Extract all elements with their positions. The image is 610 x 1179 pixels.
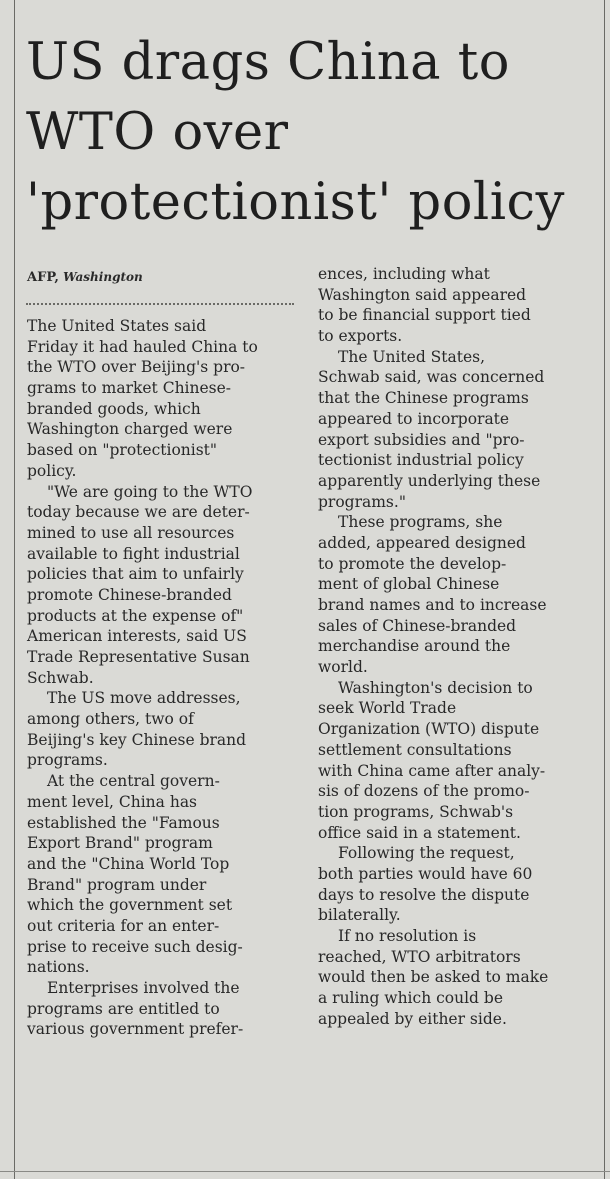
article-line: with China came after analy- bbox=[318, 761, 546, 780]
article-line: The United States, bbox=[338, 347, 486, 366]
article-line: to be financial support tied bbox=[318, 306, 531, 325]
article-line: promote Chinese-branded bbox=[27, 585, 232, 604]
headline-line: 'protectionist' policy bbox=[26, 173, 565, 232]
article-line: programs." bbox=[318, 492, 406, 511]
article-line: merchandise around the bbox=[318, 637, 511, 656]
article-line: policy. bbox=[27, 461, 77, 480]
article-line: American interests, said US bbox=[27, 627, 247, 646]
article-line: programs are entitled to bbox=[27, 999, 220, 1018]
article-line: products at the expense of" bbox=[27, 606, 244, 625]
article-line: sales of Chinese-branded bbox=[318, 616, 517, 635]
article-line: brand names and to increase bbox=[318, 596, 547, 614]
article-line: to exports. bbox=[318, 327, 403, 346]
article-line: added, appeared designed bbox=[318, 533, 526, 552]
article-line: Following the request, bbox=[338, 844, 515, 863]
article-line: settlement consultations bbox=[318, 740, 512, 759]
article-line: would then be asked to make bbox=[318, 968, 549, 987]
article-line: At the central govern- bbox=[47, 772, 220, 791]
article-line: ment of global Chinese bbox=[318, 575, 500, 594]
article-line: Schwab. bbox=[27, 668, 94, 687]
article-line: appeared to incorporate bbox=[318, 409, 510, 428]
article-line: "We are going to the WTO bbox=[47, 482, 253, 501]
article-line: the WTO over Beijing's pro- bbox=[27, 358, 246, 377]
article-line: that the Chinese programs bbox=[318, 389, 529, 408]
article-line: policies that aim to unfairly bbox=[27, 565, 244, 584]
article-line: ment level, China has bbox=[27, 792, 198, 811]
article-line: which the government set bbox=[27, 896, 233, 915]
bottom-rule bbox=[0, 1171, 610, 1172]
article-line: tion programs, Schwab's bbox=[318, 802, 514, 821]
article-line: today because we are deter- bbox=[27, 503, 250, 522]
article-line: world. bbox=[318, 658, 368, 677]
article-line: Washington's decision to bbox=[338, 678, 533, 697]
article-line: apparently underlying these bbox=[318, 471, 541, 490]
article-line: established the "Famous bbox=[27, 813, 220, 832]
article-line: a ruling which could be bbox=[318, 989, 504, 1008]
article-line: Export Brand" program bbox=[27, 834, 213, 853]
headline-line: WTO over bbox=[26, 103, 289, 162]
article-line: grams to market Chinese- bbox=[27, 379, 232, 398]
byline bbox=[27, 270, 143, 285]
article-line: programs. bbox=[27, 751, 108, 770]
article-line: out criteria for an enter- bbox=[27, 916, 220, 935]
article-line: and the "China World Top bbox=[27, 854, 230, 873]
byline-dateline: Washington bbox=[63, 270, 143, 284]
article-line: both parties would have 60 bbox=[318, 864, 533, 883]
article-line: days to resolve the dispute bbox=[318, 885, 530, 904]
article-line: Washington said appeared bbox=[318, 285, 527, 304]
article-line: ences, including what bbox=[318, 265, 490, 283]
article-line: appealed by either side. bbox=[318, 1009, 507, 1028]
article-line: office said in a statement. bbox=[318, 823, 521, 842]
article-line: tectionist industrial policy bbox=[318, 451, 524, 470]
article-line: seek World Trade bbox=[318, 699, 457, 718]
article-line: The US move addresses, bbox=[47, 689, 241, 708]
article-line: based on "protectionist" bbox=[27, 441, 218, 460]
article-line: export subsidies and "pro- bbox=[318, 430, 525, 449]
article-line: nations. bbox=[27, 958, 90, 977]
article-line: Friday it had hauled China to bbox=[27, 337, 258, 356]
article-line: Trade Representative Susan bbox=[27, 648, 250, 666]
byline-agency: AFP, bbox=[27, 270, 59, 285]
right-column-rule bbox=[604, 0, 605, 1179]
article-line: Enterprises involved the bbox=[47, 979, 240, 997]
article-line: available to fight industrial bbox=[27, 544, 240, 563]
article-line: mined to use all resources bbox=[27, 523, 235, 542]
article-line: bilaterally. bbox=[318, 906, 401, 925]
article-line: reached, WTO arbitrators bbox=[318, 947, 521, 966]
article-line: The United States said bbox=[27, 317, 207, 335]
headline bbox=[26, 28, 601, 238]
article-line: Organization (WTO) dispute bbox=[318, 720, 540, 739]
headline-line: US drags China to bbox=[26, 33, 510, 92]
article-column-1 bbox=[27, 316, 295, 1040]
article-line: These programs, she bbox=[338, 513, 503, 532]
article-line: Beijing's key Chinese brand bbox=[27, 730, 247, 749]
byline-divider bbox=[26, 303, 294, 305]
article-line: branded goods, which bbox=[27, 399, 201, 418]
left-column-rule bbox=[14, 0, 15, 1179]
article-line: If no resolution is bbox=[338, 927, 477, 945]
article-line: among others, two of bbox=[27, 710, 194, 729]
article-line: prise to receive such desig- bbox=[27, 937, 243, 956]
article-line: Brand" program under bbox=[27, 875, 207, 894]
article-line: sis of dozens of the promo- bbox=[318, 782, 530, 801]
article-line: Washington charged were bbox=[27, 420, 233, 439]
article-line: various government prefer- bbox=[27, 1020, 244, 1039]
article-line: Schwab said, was concerned bbox=[318, 368, 545, 387]
article-column-2 bbox=[318, 264, 588, 1029]
article-line: to promote the develop- bbox=[318, 554, 507, 573]
